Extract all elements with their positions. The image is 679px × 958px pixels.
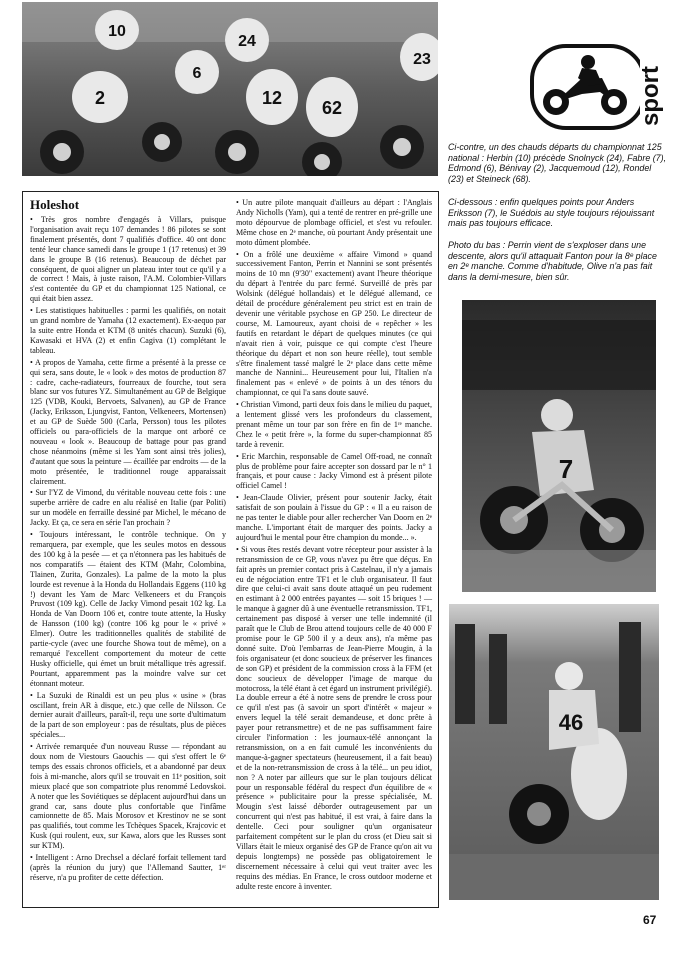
article-paragraph: • La Suzuki de Rinaldi est un peu plus « usine » (bras oscillant, frein AR à disque, etc.) que celle de Nilsson. Ce dernier aurait d'ailleurs, paraît-il, reçu une sorte d'ultimatum de la part de son employeur : pas de résultats, plus de pièces spéciales... <box>30 690 226 740</box>
bib-number: 2 <box>94 88 106 108</box>
article-frame <box>22 191 439 908</box>
article-paragraph: • Christian Vimond, parti deux fois dans le milieu du paquet, a lentement glissé vers les profondeurs du classement, prenant même un tour par son frère en fin de 1ʳᵉ manche. Chez le « petit frère », la forme du super-championnat 85 tarde à revenir. <box>236 400 432 449</box>
article-columns <box>30 198 432 904</box>
article-paragraph: • Les statistiques habituelles : parmi les qualifiés, on notait un grand nombre de Yamaha (12 exactement). Ex-aequo par la suite entre Honda et KTM (8 unités chacun). Suzuki (6), Kawasaki et HVA (2) et enfin Cagiva (1) complétant le tableau. <box>30 306 226 355</box>
article-paragraph: • Un autre pilote manquait d'ailleurs au départ : l'Anglais Andy Nicholls (Yam), qui a tenté de rentrer en pré-grille une moto dépourvue de plombage officiel, et s'est vu refouler. Même chose en 2ᵉ manche, où pourtant Andy présentait une moto dûment plombée. <box>236 198 432 247</box>
page-number: 67 <box>643 913 657 927</box>
bib-number: 46 <box>558 710 584 735</box>
bib-number: 6 <box>192 65 202 82</box>
article-paragraph: • Toujours intéressant, le contrôle technique. On y remarquera, par exemple, que les seules motos en dessous des 100 kg à la pesée — et ça n'étonnera pas les habitués de nos comparatifs — étaient des KTM (Mahr, Colombina, Tlainen, Zurita, Gonzales). La palme de la moto la plus lourde est revenue à la Honda du Hollandais Eggens (110 kg !) devant les Yam de Marc Velkeneers et du François Pruvost (109 kg). Celle de Jacky Vimond pesait 102 kg. La Honda de Van Doorn 106 et, contre toute attente, la Husky de Hansson (100 kg) (contre 106 kg pour le « privé » Elmer). Outre les traditionnelles qualités de stabilité de partie-cycle (avec une fourche Showa tout de même), on a remarqué l'excellent comportement du moteur de cette Husky officielle, qui émet un bruit métallique très agressif. Pourtant, apparemment pas la moindre valve sur cet étonnant moteur. <box>30 530 226 688</box>
article-paragraph: • Si vous êtes restés devant votre récepteur pour assister à la retransmission de ce GP, vous n'avez pu être que déçus. En fait après un premier contact pris à Castelnau, il n'y a jamais eu de négociation entre TF1 et le club organisateur. Il faut dire que celui-ci avait sans doute attaqué un peu rudement en estimant à 2 000 entrées payantes — soit 15 briques ! — le manque à gagner dû à une éventuelle retransmission. TF1, certainement pas disposé à verser une telle indemnité (il paraît que le Club de Brou attend toujours celle de 40 000 F promise pour le GP 500 il y a deux ans), n'a même pas donné suite. D'où l'embarras de Jean-Pierre Mougin, à la fois organisateur (et donc soucieux de préserver les finances de son GP) et président de la commission cross à la FFM (et donc soucieux de développer l'image de marque du motocross, la télé étant à cet égard un instrument privilégié). La double erreur a été à notre sens de prendre le cross pour ce qu'il n'est pas (à savoir un sport d'intérêt « majeur » envers lequel la télé serait demandeuse, et donc prête à payer pour retransmettre) et de ne pas suffisamment faire circuler l'information : les journaux-télé annonçant la retransmission, on a en fait cumulé les inconvénients du manque-à-gagner spectateurs (heureusement, il a fait beau) et de la non-retransmission de cross à la télé... un peu idiot, non ? A noter par ailleurs que sur le plan toujours délicat pour un responsable fédéral du respect d'un équilibre de « présence » publicitaire pour la presse spécialisée, M. Mougin s'est laissé déborder outrageusement par un concurrent qui n'est pas habitué, il est vrai, à faire dans la dentelle. Ceci pour souligner qu'un organisateur parfaitement compétent sur le plan du cross (et Dieu sait si Villars était le mieux organisé des GP de France qu'on ait vu depuis longtemps) ne possède pas obligatoirement le discernement nécessaire à celui qui veut traiter avec les requins des médias. En France, le cross outdoor moderne et adulte reste encore à inventer. <box>236 544 432 891</box>
caption-top: Ci-contre, un des chauds départs du championnat 125 national : Herbin (10) précède Snolnyck (24), Fabre (7), Edmond (6), Bénivay (2), Jacquemoud (12), Rondel (23) et Steineck (68). <box>448 142 667 184</box>
bib-number: 10 <box>108 23 126 40</box>
start-photo <box>22 2 438 176</box>
bib-number: 24 <box>238 33 256 50</box>
perrin-photo <box>449 604 659 900</box>
caption-bottom-photo: Photo du bas : Perrin vient de s'exploser dans une descente, alors qu'il attaquait Fanton pour la 8ᵉ place en 2ᵉ manche. Comme d'habitude, Olive n'a pas fait dans la demi-mesure, bien sûr. <box>448 240 657 282</box>
article-paragraph: • Jean-Claude Olivier, présent pour soutenir Jacky, était satisfait de son poulain à l'issue du GP : « Il a eu raison de ne pas tenter le diable pour aller rechercher Van Doorn en 2ᵉ manche. L'important était de marquer des points. Jacky a aujourd'hui le mental pour être champion du monde... ». <box>236 493 432 542</box>
logo-text: sport <box>637 66 664 126</box>
bib-number: 12 <box>261 88 283 108</box>
eriksson-photo <box>462 300 656 592</box>
article-heading: Holeshot <box>30 197 80 212</box>
article-paragraph: • Sur l'YZ de Vimond, du véritable nouveau cette fois : une superbe arrière de cadre en alu réalisé en Italie (par Politi) sur un modèle en ferraille dessiné par Michel, le mécano de Jacky. Et ça, ce sera en série l'an prochain ? <box>30 488 226 528</box>
article-paragraph: • A propos de Yamaha, cette firme a présenté à la presse ce qui sera, sans doute, le « look » des motos de production 87 : cadre, cache-radiateurs, fourreaux de fourche, tout sera blanc sur vos futures YZ. Simultanément au GP de Belgique 125 (VDB, Kouki, Bervoets, Salvanen), au GP de France (Jacky, Eriksson, Ljungvist, Fanton, Velkeneers, Mortensen) et au GP de Suède 500 (Carla, Persson) tous les pilotes officiels ou para-officiels de la marque ont arboré ce nouveau « look ». Beaucoup de battage pour pas grand chose néanmoins (même si les Yam sont ainsi très jolies), d'autant que sous la peinture — écaillée par endroits — de la moto présentée, le traditionnel rouge apparaissait clairement. <box>30 357 226 486</box>
caption-below: Ci-dessous : enfin quelques points pour Anders Eriksson (7), le Suédois au style toujours réjouissant mais pas toujours efficace. <box>448 197 655 229</box>
article-paragraph: • Intelligent : Arno Drechsel a déclaré forfait tellement tard (après la réunion du jury) que l'Allemand Sautter, 1ᵉʳ réserve, n'a pu profiter de cette défection. <box>30 853 226 882</box>
article-paragraph: • Très gros nombre d'engagés à Villars, puisque l'organisation avait reçu 107 demandes ! 86 pilotes se sont finalement présentés, dont 7 qualifiés d'office. 40 ont donc tenté leur chance samedi dans le groupe 1 (17 retenus) et 39 dans le groupe B (16 retenus). Beaucoup de déchet par conséquent, de quoi aligner un plateau inter tout ce qu'il y a de correct ! Mais, à juste raison, l'A.M. Colombier-Villars s'est contentée du GP et du championnat 125 National, ce qui était bien assez. <box>30 215 226 304</box>
bib-number: 7 <box>558 454 574 484</box>
bib-number: 62 <box>321 98 343 118</box>
sport-logo <box>530 40 664 134</box>
article-paragraph: • On a frôlé une deuxième « affaire Vimond » quand successivement Fanton, Perrin et Nannini se sont présentés moins de 10 mn (9'30" exactement) avant l'heure théorique du départ à l'entrée du parc fermé. Surveillé de près par Wolsink (délégué hollandais) et le délégué allemand, ce détail de procédure généralement peu strict est en train de devenir une véritable psychose en GP 250. Le directeur de course, M. Lamoureux, ayant choisi de « repêcher » les fautifs en retardant le départ de quelques minutes (ce qui n'avait rien à voir, puisque ce qui compte c'est l'heure théorique du départ et non son heure réelle), tout semble s'être finalement tassé malgré le 2ᵉ place dans cette même manche de Nannini... Heureusement pour lui, l'Italien n'a finalement pas « enlevé » de points à un des ténors du championnat, ce qui l'a sans doute sauvé. <box>236 249 432 398</box>
bib-number: 23 <box>413 51 431 68</box>
article-paragraph: • Eric Marchin, responsable de Camel Off-road, ne connaît plus de problème pour faire accepter son dossard par le n° 1 français, et pour cause : Jacky Vimond est à présent pilote officiel Camel ! <box>236 451 432 491</box>
article-paragraph: • Arrivée remarquée d'un nouveau Russe — répondant au doux nom de Viestours Gaouchis — qui s'est offert le 6ᵉ temps des essais chronos officiels, et a abandonné par deux fois à mi-manche, alors qu'il se trouvait en 11ᵉ position, soit mieux placé que son compatriote plus renommé Ledovskoi. A noter que les Soviétiques se déplacent aujourd'hui dans un grand car, sans doute plus confortable que l'infâme camionnette de 85. Mais Morosov et Krestinov ne se sont pas qualifiés, tout comme les Tchèques Spacek, Krajcovic et Kusk (qui roulent, eux, sur Kawa, alors que les Russes sont sur KTM). <box>30 742 226 851</box>
